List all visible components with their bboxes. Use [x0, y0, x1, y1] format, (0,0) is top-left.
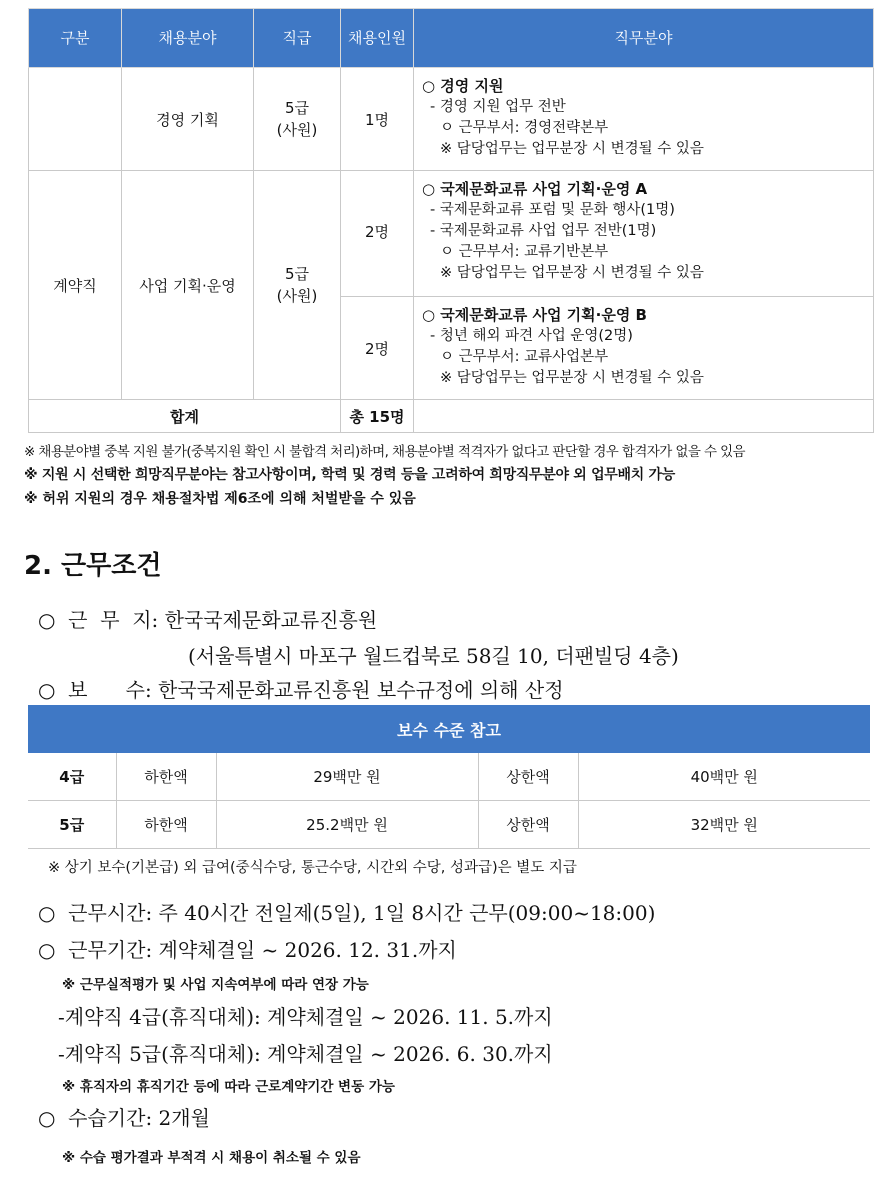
- row-category: 계약직: [29, 171, 122, 400]
- pay-table-header: 보수 수준 참고: [28, 705, 870, 753]
- row-field: 경영 기획: [122, 68, 254, 171]
- pay-low: 29백만 원: [216, 753, 478, 801]
- total-label: 합계: [29, 400, 341, 433]
- row-count: 1명: [341, 68, 414, 171]
- probation: ○ 수습기간: 2개월: [38, 1106, 210, 1130]
- workplace-address: (서울특별시 마포구 월드컵북로 58길 10, 더팬빌딩 4층): [188, 644, 679, 668]
- duty-title: ○ 국제문화교류 사업 기획·운영 A: [422, 180, 648, 198]
- table-row: [28, 753, 870, 801]
- duty-line: ※ 담당업무는 업무분장 시 변경될 수 있음: [440, 265, 704, 281]
- pay-high-label: 상한액: [478, 801, 578, 849]
- duty-line: ㅇ 근무부서: 교류사업본부: [440, 349, 609, 365]
- work-hours: ○ 근무시간: 주 40시간 전일제(5일), 1일 8시간 근무(09:00~18:00): [38, 901, 656, 925]
- duty-line: ※ 담당업무는 업무분장 시 변경될 수 있음: [440, 141, 704, 157]
- row-duty: [414, 171, 874, 297]
- pay-low: 25.2백만 원: [216, 801, 478, 849]
- duty-title: ○ 국제문화교류 사업 기획·운영 B: [422, 306, 647, 324]
- header-field: 채용분야: [122, 9, 254, 68]
- header-category: 구분: [29, 9, 122, 68]
- duty-line: - 청년 해외 파견 사업 운영(2명): [430, 328, 633, 344]
- pay-rule: ○ 보 수: 한국국제문화교류진흥원 보수규정에 의해 산정: [38, 678, 564, 702]
- leave-note: ※ 휴직자의 휴직기간 등에 따라 근로계약기간 변동 가능: [62, 1079, 395, 1095]
- table-row: [28, 801, 870, 849]
- total-value: 총 15명: [341, 400, 414, 433]
- duty-line: ㅇ 근무부서: 교류기반본부: [440, 244, 609, 260]
- note-preference: ※ 지원 시 선택한 희망직무분야는 참고사항이며, 학력 및 경력 등을 고려하여 희망직무분야 외 업무배치 가능: [24, 467, 675, 483]
- contract-4: -계약직 4급(휴직대체): 계약체결일 ~ 2026. 11. 5.까지: [58, 1005, 553, 1029]
- table-header-row: [29, 9, 874, 68]
- section-title: 2. 근무조건: [24, 551, 162, 581]
- row-count: 2명: [341, 171, 414, 297]
- workplace: ○ 근 무 지: 한국국제문화교류진흥원: [38, 608, 378, 632]
- pay-high-label: 상한액: [478, 753, 578, 801]
- total-row: [29, 400, 874, 433]
- extend-note: ※ 근무실적평가 및 사업 지속여부에 따라 연장 가능: [62, 977, 369, 993]
- duty-line: ㅇ 근무부서: 경영전략본부: [440, 120, 609, 136]
- row-grade: 5급 (사원): [254, 171, 341, 400]
- header-grade: 직급: [254, 9, 341, 68]
- pay-high: 40백만 원: [578, 753, 870, 801]
- pay-grade: 5급: [28, 801, 116, 849]
- duty-line: - 국제문화교류 포럼 및 문화 행사(1명): [430, 202, 675, 218]
- pay-table: [28, 705, 870, 849]
- table-row: [29, 171, 874, 297]
- duty-line: - 국제문화교류 사업 업무 전반(1명): [430, 223, 657, 239]
- duty-line: - 경영 지원 업무 전반: [430, 99, 566, 115]
- table-row: [29, 68, 874, 171]
- pay-grade: 4급: [28, 753, 116, 801]
- row-duty: [414, 68, 874, 171]
- contract-5: -계약직 5급(휴직대체): 계약체결일 ~ 2026. 6. 30.까지: [58, 1042, 553, 1066]
- pay-low-label: 하한액: [116, 801, 216, 849]
- row-grade: 5급 (사원): [254, 68, 341, 171]
- note-penalty: ※ 허위 지원의 경우 채용절차법 제6조에 의해 처벌받을 수 있음: [24, 491, 416, 507]
- row-category: [29, 68, 122, 171]
- row-field: 사업 기획·운영: [122, 171, 254, 400]
- duty-line: ※ 담당업무는 업무분장 시 변경될 수 있음: [440, 370, 704, 386]
- pay-note: ※ 상기 보수(기본급) 외 급여(중식수당, 통근수당, 시간외 수당, 성과급)은 별도 지급: [48, 860, 577, 876]
- pay-low-label: 하한액: [116, 753, 216, 801]
- pay-high: 32백만 원: [578, 801, 870, 849]
- work-period: ○ 근무기간: 계약체결일 ~ 2026. 12. 31.까지: [38, 938, 457, 962]
- row-duty: [414, 297, 874, 400]
- header-duty: 직무분야: [414, 9, 874, 68]
- recruitment-table: [28, 8, 874, 433]
- duty-title: ○ 경영 지원: [422, 77, 504, 95]
- probation-note: ※ 수습 평가결과 부적격 시 채용이 취소될 수 있음: [62, 1150, 361, 1166]
- note-duplicate: ※ 채용분야별 중복 지원 불가(중복지원 확인 시 불합격 처리)하며, 채용분야별 적격자가 없다고 판단할 경우 합격자가 없을 수 있음: [24, 444, 745, 460]
- total-empty: [414, 400, 874, 433]
- row-count: 2명: [341, 297, 414, 400]
- header-count: 채용인원: [341, 9, 414, 68]
